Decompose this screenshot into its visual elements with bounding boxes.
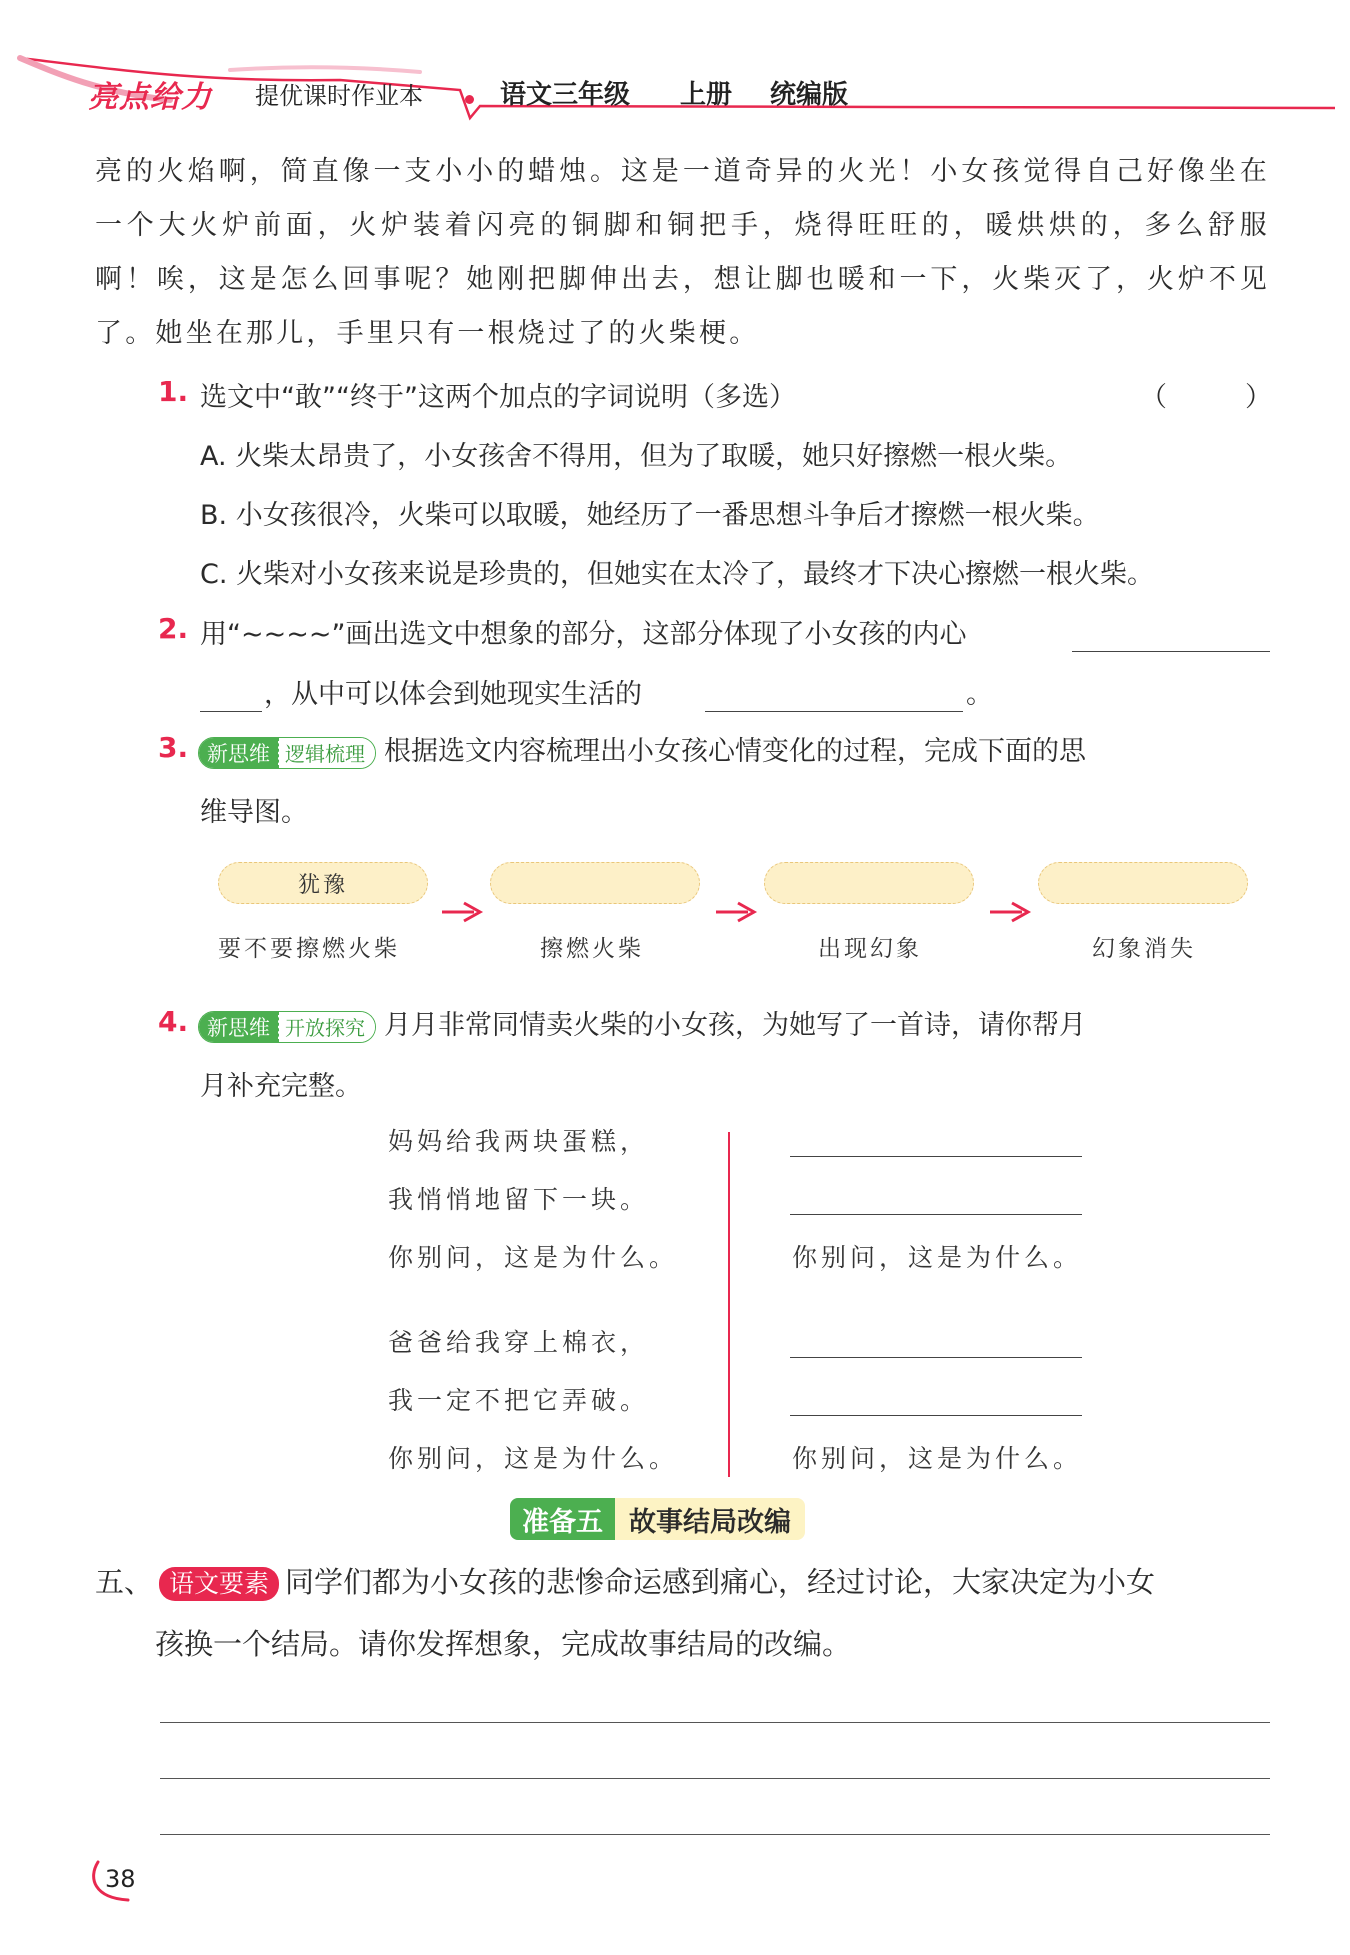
q5-text-1: 同学们都为小女孩的悲惨命运感到痛心，经过讨论，大家决定为小女 — [285, 1565, 1156, 1599]
q3-text-1: 根据选文内容梳理出小女孩心情变化的过程，完成下面的思 — [384, 736, 1086, 767]
q2-number: 2. — [158, 612, 189, 645]
q3-number: 3. — [158, 731, 189, 764]
flow-box-4[interactable] — [1038, 862, 1248, 904]
q4-line1 — [198, 1003, 1086, 1043]
header-edition: 统编版 — [770, 80, 849, 110]
flow-label-3: 出现幻象 — [818, 936, 922, 962]
q2-text-part1: 用“~~~~”画出选文中想象的部分，这部分体现了小女孩的内心 — [200, 619, 967, 650]
q5-tag: 语文要素 — [159, 1567, 279, 1601]
q1-number: 1. — [158, 375, 189, 408]
q2-blank-1b[interactable] — [200, 680, 262, 712]
poem-left-line-4: 爸爸给我穿上棉衣， — [388, 1328, 650, 1357]
flow-box-1: 犹豫 — [218, 862, 428, 904]
flow-label-1: 要不要擦燃火柴 — [218, 936, 400, 962]
section-heading: 故事结局改编 — [615, 1498, 805, 1540]
q5-line1 — [95, 1560, 1155, 1601]
poem-left-line-1: 妈妈给我两块蛋糕， — [388, 1127, 650, 1156]
q4-text-2: 月补充完整。 — [200, 1071, 362, 1102]
page-number: 38 — [105, 1865, 136, 1893]
header-subject: 语文三年级 — [500, 80, 631, 110]
page-header — [0, 0, 1350, 130]
q3-badge — [198, 737, 376, 769]
q4-text-1: 月月非常同情卖火柴的小女孩，为她写了一首诗，请你帮月 — [384, 1010, 1086, 1041]
poem-right-blank-2[interactable] — [790, 1214, 1082, 1215]
poem-right-line-2: 你别问，这是为什么。 — [792, 1444, 1083, 1473]
header-dot — [465, 95, 474, 104]
q4-number: 4. — [158, 1005, 189, 1038]
flow-box-3[interactable] — [764, 862, 974, 904]
q2-blank-1a[interactable] — [1072, 620, 1270, 652]
brand-subtitle: 提优课时作业本 — [255, 82, 423, 110]
flow-arrow-2 — [714, 900, 758, 924]
poem-right-blank-1[interactable] — [790, 1156, 1082, 1157]
flow-label-2: 擦燃火柴 — [540, 936, 644, 962]
q3-badge-sub: 逻辑梳理 — [278, 738, 375, 768]
q3-text-2: 维导图。 — [200, 797, 308, 828]
answer-line-1[interactable] — [160, 1722, 1270, 1723]
q4-badge-main: 新思维 — [199, 1012, 278, 1042]
flow-box-2[interactable] — [490, 862, 700, 904]
reading-passage: 亮的火焰啊，简直像一支小小的蜡烛。这是一道奇异的火光！小女孩觉得自己好像坐在一个大火炉前面，火炉装着闪亮的铜脚和铜把手，烧得旺旺的，暖烘烘的，多么舒服啊！唉，这是怎么回事呢？她刚把脚伸出去，想让脚也暖和一下，火柴灭了，火炉不见了。她坐在那儿，手里只有一根烧过了的火柴梗。 — [95, 156, 1270, 349]
q1-option-c: C. 火柴对小女孩来说是珍贵的，但她实在太冷了，最终才下决心擦燃一根火柴。 — [200, 559, 1155, 590]
q2-text-part2: ，从中可以体会到她现实生活的 — [264, 679, 642, 710]
q1-answer-paren-close: ） — [1245, 382, 1272, 413]
poem-right-blank-3[interactable] — [790, 1357, 1082, 1358]
header-volume: 上册 — [680, 80, 733, 110]
section-tag: 准备五 — [510, 1498, 615, 1540]
q2-blank-2[interactable] — [705, 680, 963, 712]
poem-left-line-6: 你别问，这是为什么。 — [388, 1444, 679, 1473]
q1-option-a: A. 火柴太昂贵了，小女孩舍不得用，但为了取暖，她只好擦燃一根火柴。 — [200, 441, 1073, 472]
flow-label-4: 幻象消失 — [1092, 936, 1196, 962]
poem-left-line-5: 我一定不把它弄破。 — [388, 1386, 650, 1415]
q4-badge-sub: 开放探究 — [278, 1012, 375, 1042]
flow-arrow-1 — [440, 900, 484, 924]
q2-text-part3: 。 — [966, 679, 993, 710]
flow-arrow-3 — [988, 900, 1032, 924]
answer-line-3[interactable] — [160, 1834, 1270, 1835]
q1-answer-paren-open: （ — [1140, 382, 1167, 413]
poem-left-line-3: 你别问，这是为什么。 — [388, 1243, 679, 1272]
poem-right-line-1: 你别问，这是为什么。 — [792, 1243, 1083, 1272]
q1-text: 选文中“敢”“终于”这两个加点的字词说明（多选） — [200, 382, 796, 413]
q1-option-b: B. 小女孩很冷，火柴可以取暖，她经历了一番思想斗争后才擦燃一根火柴。 — [200, 500, 1100, 531]
poem-divider — [728, 1132, 730, 1477]
q3-badge-main: 新思维 — [199, 738, 278, 768]
poem-right-blank-4[interactable] — [790, 1415, 1082, 1416]
q3-line1 — [198, 729, 1086, 769]
brand-logo: 亮点给力 — [88, 80, 212, 115]
section-title — [510, 1498, 805, 1540]
answer-line-2[interactable] — [160, 1778, 1270, 1779]
q4-badge — [198, 1011, 376, 1043]
poem-left-line-2: 我悄悄地留下一块。 — [388, 1185, 650, 1214]
q5-text-2: 孩换一个结局。请你发挥想象，完成故事结局的改编。 — [155, 1627, 852, 1661]
q5-number: 五、 — [95, 1565, 154, 1599]
